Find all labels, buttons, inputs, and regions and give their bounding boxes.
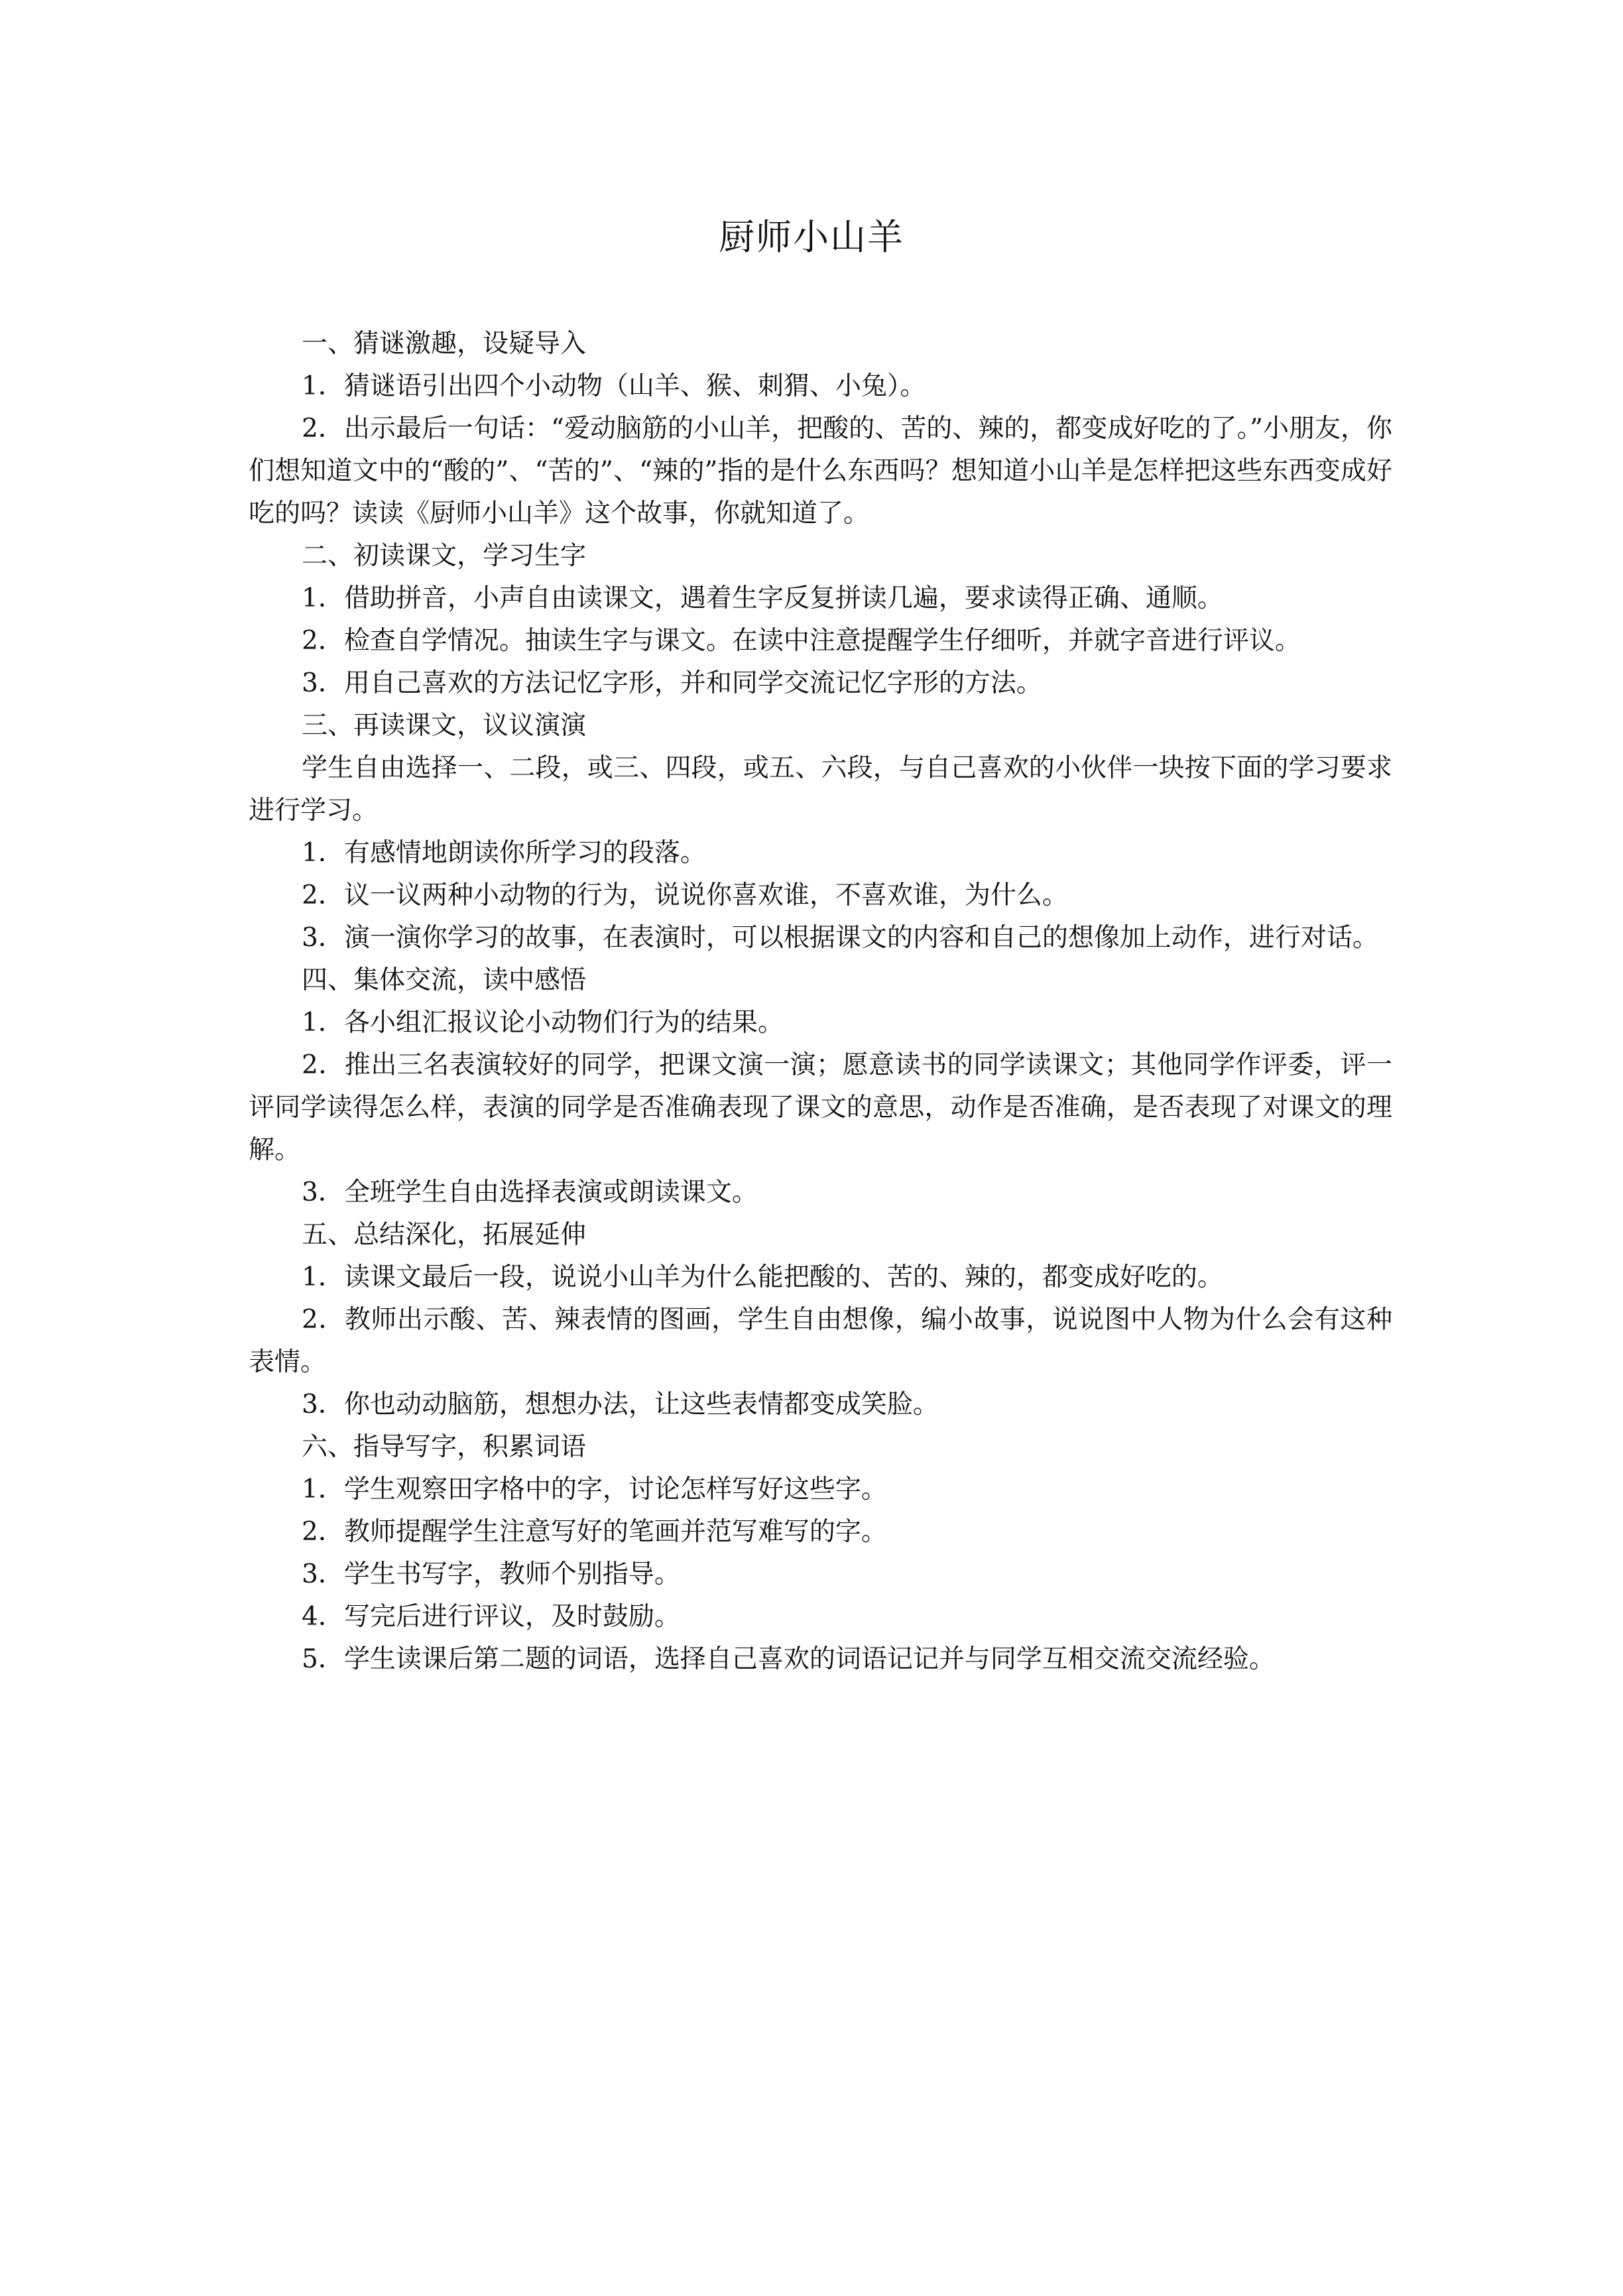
list-item: 2．教师提醒学生注意写好的笔画并范写难写的字。 bbox=[302, 1517, 887, 1547]
list-item: 2．检查自学情况。抽读生字与课文。在读中注意提醒学生仔细听，并就字音进行评议。 bbox=[302, 626, 1301, 656]
document-body bbox=[249, 323, 1392, 1681]
section-heading: 六、指导写字，积累词语 bbox=[302, 1432, 587, 1462]
list-item: 3．用自己喜欢的方法记忆字形，并和同学交流记忆字形的方法。 bbox=[302, 668, 1042, 698]
list-item: 3．全班学生自由选择表演或朗读课文。 bbox=[302, 1178, 758, 1207]
section-heading: 五、总结深化，拓展延伸 bbox=[302, 1220, 587, 1250]
section-heading: 二、初读课文，学习生字 bbox=[302, 541, 587, 571]
list-item: 1．各小组汇报议论小动物们行为的结果。 bbox=[302, 1008, 784, 1038]
list-item: 1．学生观察田字格中的字，讨论怎样写好这些字。 bbox=[302, 1475, 887, 1504]
list-item: 1．有感情地朗读你所学习的段落。 bbox=[302, 838, 706, 868]
paragraph: 2．出示最后一句话：“爱动脑筋的小山羊，把酸的、苦的、辣的，都变成好吃的了。”小朋友，你们想知道文中的“酸的”、“苦的”、“辣的”指的是什么东西吗？想知道小山羊是怎样把这些东西变成好吃的吗？读读《厨师小山羊》这个故事，你就知道了。 bbox=[249, 414, 1392, 528]
list-item: 2．议一议两种小动物的行为，说说你喜欢谁，不喜欢谁，为什么。 bbox=[302, 880, 1068, 910]
paragraph: 学生自由选择一、二段，或三、四段，或五、六段，与自己喜欢的小伙伴一块按下面的学习要求进行学习。 bbox=[249, 753, 1392, 825]
list-item: 3．你也动动脑筋，想想办法，让这些表情都变成笑脸。 bbox=[302, 1390, 939, 1420]
list-item: 1．猜谜语引出四个小动物（山羊、猴、刺猬、小兔）。 bbox=[302, 371, 926, 401]
section-heading: 一、猜谜激趣，设疑导入 bbox=[302, 329, 587, 359]
paragraph: 2．教师出示酸、苦、辣表情的图画，学生自由想像，编小故事，说说图中人物为什么会有这种表情。 bbox=[249, 1305, 1392, 1377]
document-title: 厨师小山羊 bbox=[719, 216, 904, 258]
list-item: 1．读课文最后一段，说说小山羊为什么能把酸的、苦的、辣的，都变成好吃的。 bbox=[302, 1262, 1223, 1292]
list-item: 1．借助拼音，小声自由读课文，遇着生字反复拼读几遍，要求读得正确、通顺。 bbox=[302, 583, 1223, 613]
section-heading: 三、再读课文，议议演演 bbox=[302, 711, 587, 741]
paragraph: 3．演一演你学习的故事，在表演时，可以根据课文的内容和自己的想像加上动作，进行对话。 bbox=[302, 923, 1378, 953]
list-item: 5．学生读课后第二题的词语，选择自己喜欢的词语记记并与同学互相交流交流经验。 bbox=[302, 1644, 1275, 1674]
section-heading: 四、集体交流，读中感悟 bbox=[302, 965, 587, 995]
list-item: 3．学生书写字，教师个别指导。 bbox=[302, 1559, 680, 1589]
paragraph: 2．推出三名表演较好的同学，把课文演一演；愿意读书的同学读课文；其他同学作评委，评一评同学读得怎么样，表演的同学是否准确表现了课文的意思，动作是否准确，是否表现了对课文的理解。 bbox=[249, 1050, 1392, 1165]
list-item: 4．写完后进行评议，及时鼓励。 bbox=[302, 1602, 680, 1632]
